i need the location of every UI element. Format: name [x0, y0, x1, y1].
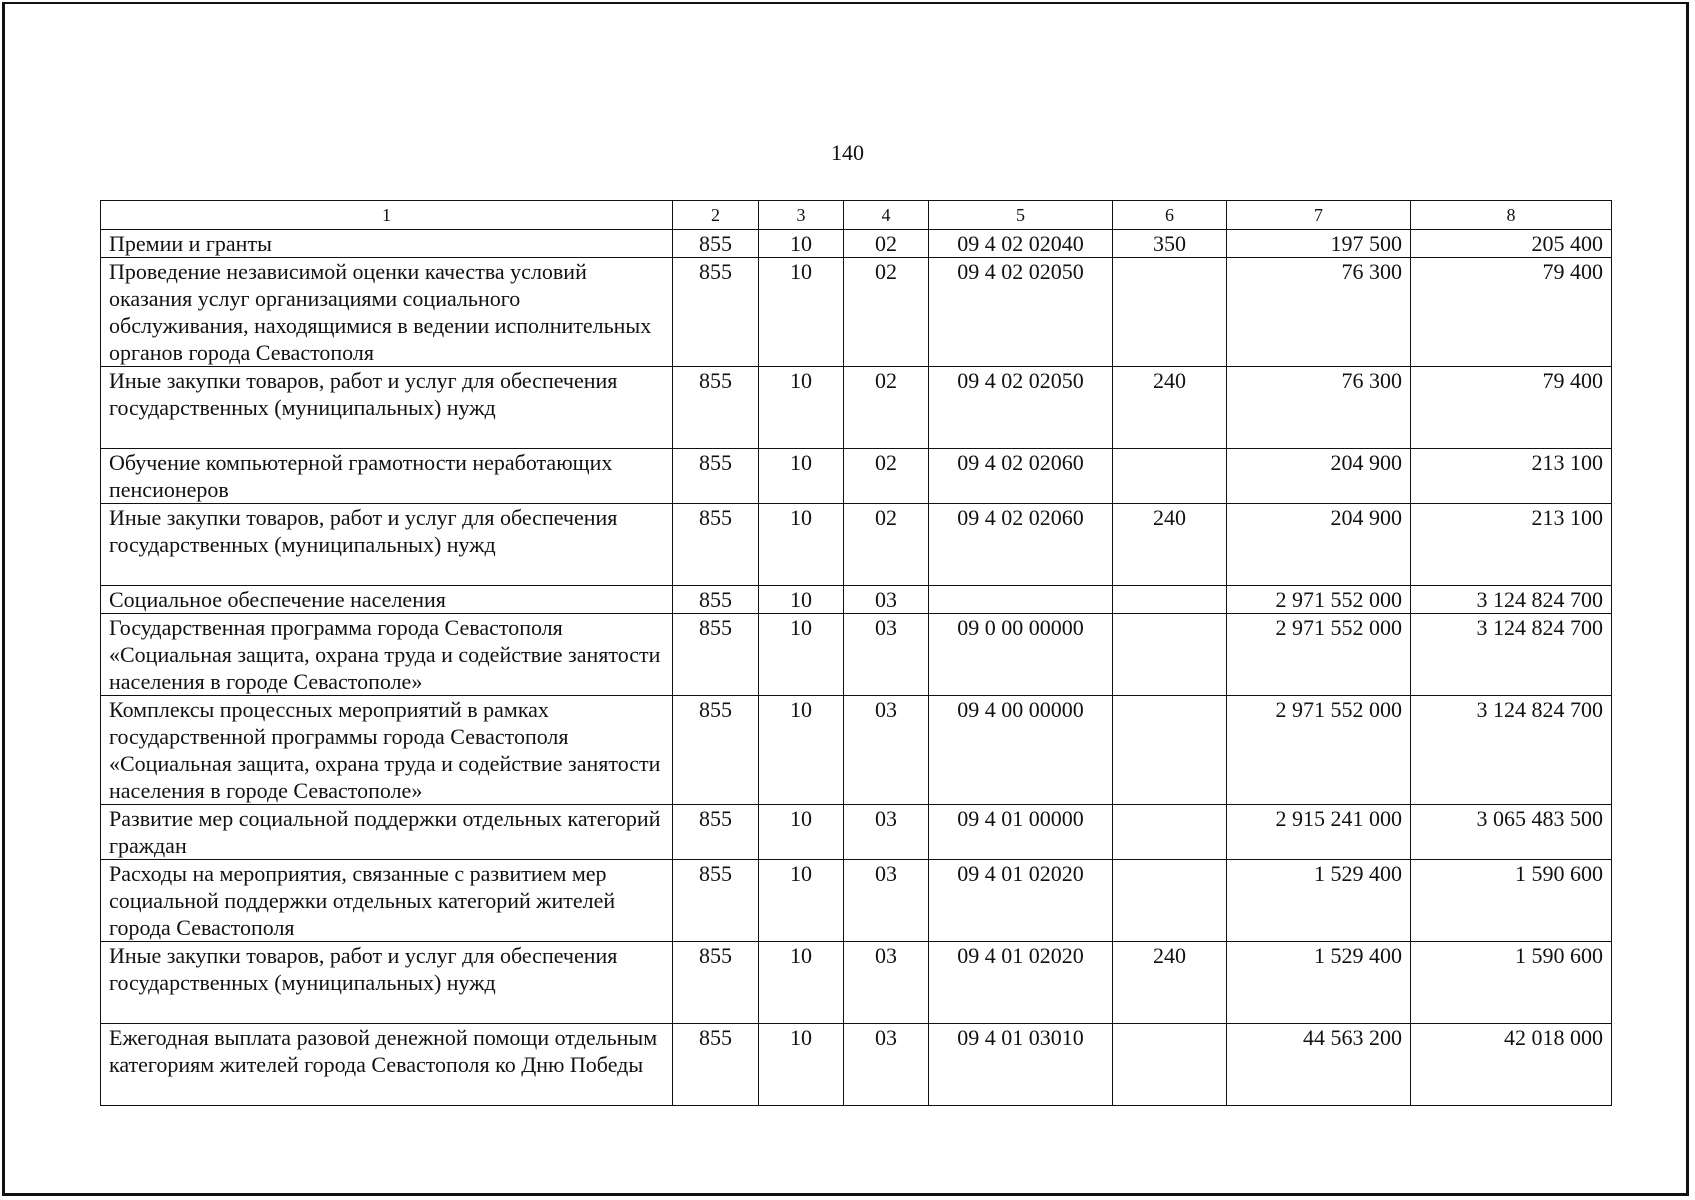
cell-expense-type [1113, 258, 1227, 367]
cell-section: 10 [759, 942, 844, 1024]
cell-target-code: 09 0 00 00000 [929, 614, 1113, 696]
table-row [101, 586, 1612, 614]
cell-section: 10 [759, 449, 844, 504]
row-name: Премии и гранты [101, 230, 673, 258]
table-row [101, 805, 1612, 860]
row-name: Иные закупки товаров, работ и услуг для обеспечения государственных (муниципальных) нужд [101, 942, 673, 1024]
cell-section: 10 [759, 805, 844, 860]
row-name: Обучение компьютерной грамотности неработающих пенсионеров [101, 449, 673, 504]
column-header: 8 [1411, 201, 1612, 230]
cell-subsection: 02 [844, 258, 929, 367]
row-name: Развитие мер социальной поддержки отдельных категорий граждан [101, 805, 673, 860]
cell-section: 10 [759, 614, 844, 696]
cell-ministry: 855 [673, 805, 759, 860]
cell-amount-col7: 76 300 [1227, 258, 1411, 367]
cell-amount-col7: 1 529 400 [1227, 860, 1411, 942]
cell-amount-col8: 79 400 [1411, 258, 1612, 367]
cell-subsection: 03 [844, 805, 929, 860]
cell-expense-type [1113, 449, 1227, 504]
cell-amount-col8: 1 590 600 [1411, 942, 1612, 1024]
cell-target-code: 09 4 01 00000 [929, 805, 1113, 860]
table-row [101, 860, 1612, 942]
cell-ministry: 855 [673, 258, 759, 367]
row-name: Проведение независимой оценки качества условий оказания услуг организациями социального обслуживания, находящимися в ведении исполнительных органов города Севастополя [101, 258, 673, 367]
cell-subsection: 03 [844, 1024, 929, 1106]
cell-amount-col7: 76 300 [1227, 367, 1411, 449]
cell-amount-col8: 213 100 [1411, 449, 1612, 504]
cell-subsection: 03 [844, 614, 929, 696]
cell-target-code: 09 4 02 02040 [929, 230, 1113, 258]
cell-subsection: 02 [844, 504, 929, 586]
cell-target-code: 09 4 01 02020 [929, 860, 1113, 942]
budget-table [100, 200, 1612, 1106]
column-header: 1 [101, 201, 673, 230]
cell-expense-type [1113, 586, 1227, 614]
cell-expense-type: 240 [1113, 367, 1227, 449]
cell-ministry: 855 [673, 942, 759, 1024]
cell-amount-col7: 197 500 [1227, 230, 1411, 258]
cell-section: 10 [759, 1024, 844, 1106]
cell-amount-col7: 1 529 400 [1227, 942, 1411, 1024]
cell-amount-col7: 2 971 552 000 [1227, 586, 1411, 614]
table-row [101, 942, 1612, 1024]
column-header: 7 [1227, 201, 1411, 230]
page-number: 140 [831, 140, 864, 165]
cell-subsection: 03 [844, 860, 929, 942]
row-name: Расходы на мероприятия, связанные с развитием мер социальной поддержки отдельных категорий жителей города Севастополя [101, 860, 673, 942]
row-name: Комплексы процессных мероприятий в рамках государственной программы города Севастополя «Социальная защита, охрана труда и содействие занятости населения в городе Севастополе» [101, 696, 673, 805]
cell-amount-col7: 204 900 [1227, 504, 1411, 586]
cell-section: 10 [759, 504, 844, 586]
table-row [101, 367, 1612, 449]
cell-subsection: 03 [844, 586, 929, 614]
table-row [101, 614, 1612, 696]
row-name: Ежегодная выплата разовой денежной помощи отдельным категориям жителей города Севастополя ко Дню Победы [101, 1024, 673, 1106]
cell-amount-col8: 42 018 000 [1411, 1024, 1612, 1106]
cell-expense-type [1113, 696, 1227, 805]
cell-ministry: 855 [673, 504, 759, 586]
column-header: 6 [1113, 201, 1227, 230]
table-row [101, 258, 1612, 367]
cell-expense-type: 240 [1113, 942, 1227, 1024]
cell-amount-col7: 2 971 552 000 [1227, 614, 1411, 696]
cell-amount-col8: 79 400 [1411, 367, 1612, 449]
table-header-row [101, 201, 1612, 230]
cell-section: 10 [759, 860, 844, 942]
table-row [101, 504, 1612, 586]
cell-amount-col8: 3 124 824 700 [1411, 696, 1612, 805]
cell-ministry: 855 [673, 860, 759, 942]
cell-target-code: 09 4 00 00000 [929, 696, 1113, 805]
cell-amount-col7: 204 900 [1227, 449, 1411, 504]
cell-ministry: 855 [673, 614, 759, 696]
cell-amount-col8: 3 124 824 700 [1411, 586, 1612, 614]
row-name: Иные закупки товаров, работ и услуг для обеспечения государственных (муниципальных) нужд [101, 504, 673, 586]
cell-subsection: 02 [844, 449, 929, 504]
cell-ministry: 855 [673, 230, 759, 258]
column-header: 2 [673, 201, 759, 230]
cell-subsection: 02 [844, 230, 929, 258]
cell-expense-type [1113, 1024, 1227, 1106]
cell-target-code: 09 4 01 02020 [929, 942, 1113, 1024]
table-row [101, 696, 1612, 805]
cell-amount-col7: 2 971 552 000 [1227, 696, 1411, 805]
row-name: Государственная программа города Севастополя «Социальная защита, охрана труда и содействие занятости населения в городе Севастополе» [101, 614, 673, 696]
cell-expense-type: 240 [1113, 504, 1227, 586]
cell-ministry: 855 [673, 449, 759, 504]
column-header: 4 [844, 201, 929, 230]
column-header: 3 [759, 201, 844, 230]
cell-target-code: 09 4 01 03010 [929, 1024, 1113, 1106]
cell-target-code: 09 4 02 02060 [929, 449, 1113, 504]
row-name: Социальное обеспечение населения [101, 586, 673, 614]
cell-ministry: 855 [673, 586, 759, 614]
cell-expense-type [1113, 614, 1227, 696]
cell-section: 10 [759, 230, 844, 258]
cell-subsection: 02 [844, 367, 929, 449]
cell-expense-type [1113, 805, 1227, 860]
cell-expense-type [1113, 860, 1227, 942]
cell-amount-col8: 3 065 483 500 [1411, 805, 1612, 860]
cell-section: 10 [759, 586, 844, 614]
cell-amount-col8: 3 124 824 700 [1411, 614, 1612, 696]
table-row [101, 449, 1612, 504]
cell-amount-col8: 1 590 600 [1411, 860, 1612, 942]
cell-amount-col8: 205 400 [1411, 230, 1612, 258]
column-header: 5 [929, 201, 1113, 230]
cell-ministry: 855 [673, 367, 759, 449]
cell-subsection: 03 [844, 696, 929, 805]
cell-section: 10 [759, 367, 844, 449]
cell-target-code: 09 4 02 02050 [929, 258, 1113, 367]
cell-target-code [929, 586, 1113, 614]
cell-amount-col7: 44 563 200 [1227, 1024, 1411, 1106]
row-name: Иные закупки товаров, работ и услуг для обеспечения государственных (муниципальных) нужд [101, 367, 673, 449]
cell-ministry: 855 [673, 696, 759, 805]
cell-section: 10 [759, 696, 844, 805]
cell-ministry: 855 [673, 1024, 759, 1106]
cell-target-code: 09 4 02 02060 [929, 504, 1113, 586]
table-row [101, 1024, 1612, 1106]
cell-amount-col7: 2 915 241 000 [1227, 805, 1411, 860]
cell-amount-col8: 213 100 [1411, 504, 1612, 586]
cell-subsection: 03 [844, 942, 929, 1024]
cell-section: 10 [759, 258, 844, 367]
cell-expense-type: 350 [1113, 230, 1227, 258]
table-row [101, 230, 1612, 258]
cell-target-code: 09 4 02 02050 [929, 367, 1113, 449]
